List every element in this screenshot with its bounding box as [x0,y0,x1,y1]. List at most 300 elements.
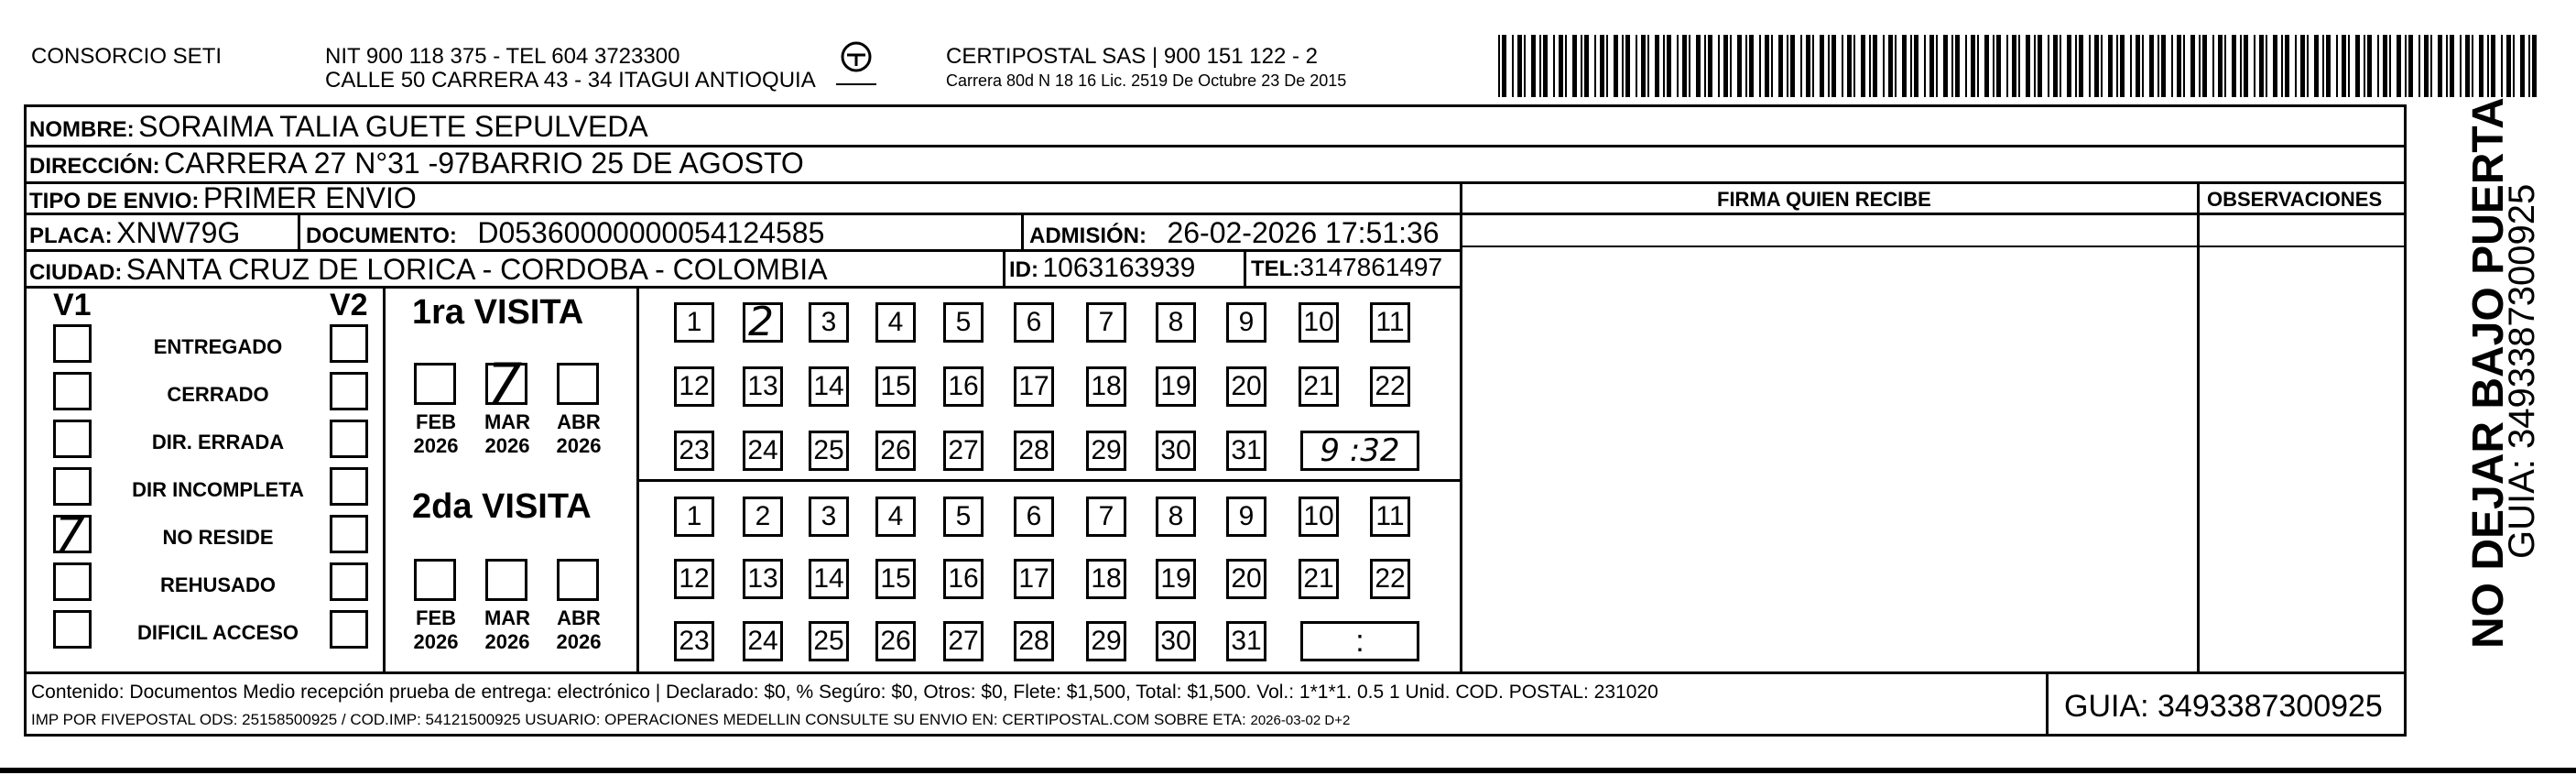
barcode-bar [2199,35,2201,97]
second-visit-day-box[interactable] [943,497,984,537]
barcode-bar [1581,35,1582,97]
day-number: 8 [1168,307,1184,337]
day-number: 13 [747,371,778,401]
barcode-bar [2326,35,2331,97]
footer-contents: Contenido: Documentos Medio recepción prueba de entrega: electrónico | Declarado: $0, % Segúro: $0, Otros: $0, Flete: $1,500, Total: $1,500. Vol.: 1*1*1. 0.5 1 Unid. COD. POSTAL: 231020 [31,682,1658,703]
second-visit-day-box[interactable] [1299,559,1339,599]
barcode-bar [1524,35,1526,97]
day-number: 27 [948,626,979,656]
second-visit-day-box[interactable] [1156,497,1196,537]
second-visit-day-box[interactable] [809,497,849,537]
barcode-bar [2161,35,2166,97]
month-checkbox[interactable] [557,559,599,601]
divider [636,286,639,671]
second-visit-day-box[interactable] [1226,559,1266,599]
barcode-bar [1625,35,1630,97]
first-visit-day-box[interactable] [1156,431,1196,471]
barcode-bar [2336,35,2338,97]
status-option-label: NO RESIDE [162,526,274,549]
barcode-bar [1704,35,1706,97]
second-visit-day-box[interactable] [1226,497,1266,537]
barcode-bar [2142,35,2144,97]
day-number: 15 [880,563,911,594]
nombre-value: SORAIMA TALIA GUETE SEPULVEDA [138,110,648,143]
first-visit-day-box[interactable] [743,431,783,471]
first-visit-day-box[interactable] [875,302,916,343]
barcode-bar [2089,35,2091,97]
barcode-bar [2472,35,2473,97]
day-mark: 2 [748,299,774,345]
placa-value: XNW79G [116,216,241,249]
second-visit-day-box[interactable] [743,559,783,599]
divider [24,671,2407,674]
time-value: : [1355,623,1364,659]
barcode-bar [2314,35,2319,97]
barcode-bar [1993,35,1994,97]
barcode-bar [2259,35,2264,97]
day-number: 6 [1026,307,1042,337]
v1-header: V1 [53,288,92,322]
barcode-bar [1543,35,1548,97]
second-visit-day-box[interactable] [875,559,916,599]
first-visit-day-box[interactable] [875,366,916,407]
first-visit-day-box[interactable] [674,366,714,407]
day-number: 28 [1018,435,1049,465]
second-visit-day-box[interactable] [1226,621,1266,661]
barcode-bar [1955,35,1960,97]
ciudad-value: SANTA CRUZ DE LORICA - CORDOBA - COLOMBIA [125,253,828,286]
barcode-bar [1883,35,1885,97]
barcode-bar [2501,35,2503,97]
barcode-bar [1749,35,1754,97]
tel-row [1251,253,1442,282]
second-visit-day-box[interactable] [1086,559,1126,599]
v2-checkbox[interactable] [330,562,368,601]
day-number: 7 [1098,307,1114,337]
barcode-bar [1984,35,1989,97]
barcode-bar [2307,35,2309,97]
day-number: 1 [686,307,702,337]
second-visit-day-box[interactable] [1086,621,1126,661]
barcode-bar [2348,35,2350,97]
second-visit-time-box[interactable] [1300,621,1419,661]
barcode-bar [2487,35,2489,97]
direccion-label: DIRECCIÓN: [29,154,160,179]
barcode-bar [1718,35,1720,97]
barcode-bar [2006,35,2008,97]
first-visit-time-box[interactable] [1300,431,1419,471]
barcode-bar [1539,35,1541,97]
barcode-bar [1965,35,1967,97]
barcode-bar [2158,35,2159,97]
barcode-bar [1531,35,1536,97]
first-visit-day-box[interactable] [743,366,783,407]
day-number: 5 [955,501,972,531]
v1-checkbox[interactable] [53,562,92,601]
barcode-bar [2224,35,2226,97]
barcode [1498,35,2538,97]
company-name: CONSORCIO SETI [31,44,223,69]
barcode-bar [1929,35,1934,97]
first-visit-day-box[interactable] [1299,366,1339,407]
barcode-bar [1667,35,1671,97]
day-number: 23 [679,626,710,656]
second-visit-day-box[interactable] [875,497,916,537]
day-number: 13 [747,563,778,594]
barcode-bar [1820,35,1824,97]
barcode-bar [2465,35,2470,97]
barcode-bar [2060,35,2061,97]
day-number: 9 [1238,307,1255,337]
first-visit-day-box[interactable] [1086,302,1126,343]
ciudad-row [29,253,828,287]
first-visit-day-box[interactable] [809,366,849,407]
first-visit-day-box[interactable] [943,431,984,471]
barcode-bar [2240,35,2242,97]
first-visit-day-box[interactable] [1226,302,1266,343]
certipostal-logo [829,38,884,93]
nombre-row [29,110,648,144]
second-visit-day-box[interactable] [1370,497,1410,537]
second-visit-day-box[interactable] [943,559,984,599]
id-row [1009,253,1195,284]
v2-checkbox[interactable] [330,467,368,506]
barcode-bar [1778,35,1783,97]
divider [1460,181,1462,673]
day-number: 16 [948,563,979,594]
barcode-bar [1606,35,1608,97]
first-visit-day-box[interactable] [1370,302,1410,343]
first-visit-day-box[interactable] [943,366,984,407]
second-visit-day-box[interactable] [1299,497,1339,537]
barcode-bar [1977,35,1979,97]
barcode-bar [2364,35,2365,97]
month-checkbox[interactable] [485,559,527,601]
barcode-bar [1924,35,1926,97]
day-number: 18 [1091,563,1122,594]
v2-checkbox[interactable] [330,372,368,410]
barcode-bar [2075,35,2077,97]
barcode-bar [1765,35,1769,97]
barcode-bar [2528,35,2530,97]
day-number: 7 [1098,501,1114,531]
status-option-label: REHUSADO [160,573,276,596]
time-value: 9 :32 [1320,432,1400,469]
day-number: 4 [887,307,904,337]
barcode-bar [2053,35,2058,97]
barcode-bar [1943,35,1948,97]
footer-guia: GUIA: 3493387300925 [2064,689,2383,724]
barcode-bar [1708,35,1712,97]
tipo-label: TIPO DE ENVIO: [29,189,200,213]
barcode-bar [2295,35,2297,97]
id-label: ID: [1009,257,1038,282]
barcode-bar [1559,35,1563,97]
first-visit-day-box[interactable] [943,302,984,343]
divider [1021,213,1024,249]
month-label: MAR [484,606,531,629]
day-number: 25 [813,435,844,465]
barcode-bar [1873,35,1877,97]
second-visit-day-box[interactable] [674,559,714,599]
first-visit-day-box[interactable] [1014,431,1054,471]
divider [1462,246,2407,247]
v2-header: V2 [330,288,368,322]
barcode-bar [2094,35,2099,97]
documento-label: DOCUMENTO: [306,224,457,248]
barcode-bar [1641,35,1646,97]
barcode-bar [1498,35,1500,97]
day-number: 31 [1231,626,1262,656]
barcode-bar [2171,35,2173,97]
first-visit-day-box[interactable] [1226,366,1266,407]
first-visit-day-box[interactable] [1086,431,1126,471]
barcode-bar [1696,35,1701,97]
second-visit-day-box[interactable] [743,621,783,661]
barcode-bar [2383,35,2387,97]
barcode-bar [1502,35,1506,97]
day-number: 30 [1160,626,1191,656]
barcode-bar [2389,35,2391,97]
barcode-bar [1636,35,1637,97]
barcode-bar [1895,35,1897,97]
divider [636,479,1462,482]
barcode-bar [1600,35,1604,97]
barcode-bar [1902,35,1907,97]
status-option-label: CERRADO [167,383,269,406]
v2-checkbox[interactable] [330,420,368,458]
day-number: 20 [1231,371,1262,401]
barcode-bar [2048,35,2049,97]
second-visit-day-box[interactable] [1014,621,1054,661]
day-number: 29 [1091,435,1122,465]
documento-value: D05360000000054124585 [477,216,825,249]
barcode-bar [1565,35,1567,97]
barcode-bar [2438,35,2442,97]
v2-checkbox[interactable] [330,515,368,553]
divider [383,286,386,671]
observaciones-label: OBSERVACIONES [2207,188,2383,211]
second-visit-day-box[interactable] [809,559,849,599]
barcode-bar [2408,35,2413,97]
second-visit-day-box[interactable] [809,621,849,661]
divider [2197,181,2200,673]
day-number: 17 [1018,371,1049,401]
first-visit-day-box[interactable] [674,302,714,343]
direccion-value: CARRERA 27 N°31 -97BARRIO 25 DE AGOSTO [164,147,804,180]
first-visit-day-box[interactable] [1086,366,1126,407]
day-number: 23 [679,435,710,465]
month-checkbox[interactable] [414,559,456,601]
day-number: 1 [686,501,702,531]
second-visit-day-box[interactable] [1156,559,1196,599]
barcode-bar [1842,35,1843,97]
second-visit-day-box[interactable] [1156,621,1196,661]
second-visit-day-box[interactable] [1086,497,1126,537]
barcode-bar [1553,35,1555,97]
month-mark: 7 [487,352,523,416]
status-option-label: ENTREGADO [153,335,283,358]
second-visit-title: 2da VISITA [412,487,592,526]
year-label: 2026 [413,434,459,457]
v1-checkbox[interactable] [53,420,92,458]
v1-checkbox[interactable] [53,324,92,363]
day-number: 20 [1231,563,1262,594]
day-number: 11 [1375,501,1405,531]
firma-label: FIRMA QUIEN RECIBE [1717,188,1931,211]
barcode-bar [1622,35,1624,97]
admision-row [1029,216,1440,250]
barcode-bar [1812,35,1814,97]
v1-checkbox[interactable] [53,610,92,649]
day-number: 31 [1231,435,1262,465]
second-visit-day-box[interactable] [1370,559,1410,599]
barcode-bar [1737,35,1742,97]
second-visit-day-box[interactable] [743,497,783,537]
barcode-bar [1936,35,1938,97]
barcode-bar [2136,35,2140,97]
barcode-bar [1888,35,1893,97]
barcode-bar [2367,35,2372,97]
day-number: 8 [1168,501,1184,531]
day-number: 19 [1160,371,1191,401]
second-visit-day-box[interactable] [1014,497,1054,537]
barcode-bar [1853,35,1855,97]
day-number: 30 [1160,435,1191,465]
barcode-bar [2183,35,2185,97]
second-visit-day-box[interactable] [1014,559,1054,599]
first-visit-day-box[interactable] [674,431,714,471]
barcode-bar [1677,35,1679,97]
first-visit-day-box[interactable] [809,302,849,343]
day-number: 17 [1018,563,1049,594]
barcode-bar [1647,35,1649,97]
v1-checkbox[interactable] [53,372,92,410]
barcode-bar [2405,35,2407,97]
day-number: 9 [1238,501,1255,531]
tel-value: 3147861497 [1299,253,1443,281]
barcode-bar [2079,35,2083,97]
status-option-label: DIR. ERRADA [151,431,285,453]
v1-check-mark: 7 [55,508,86,562]
barcode-bar [1663,35,1665,97]
v2-checkbox[interactable] [330,324,368,363]
direccion-row [29,147,804,180]
v2-checkbox[interactable] [330,610,368,649]
barcode-bar [2190,35,2195,97]
barcode-bar [2101,35,2103,97]
first-visit-day-box[interactable] [875,431,916,471]
divider [2046,671,2049,737]
first-visit-title: 1ra VISITA [412,293,584,332]
first-visit-day-box[interactable] [1156,366,1196,407]
month-label: MAR [484,410,531,433]
barcode-bar [1572,35,1577,97]
day-number: 3 [821,501,837,531]
month-label: ABR [557,606,601,629]
id-value: 1063163939 [1042,253,1196,283]
first-visit-day-box[interactable] [1014,302,1054,343]
day-number: 4 [887,501,904,531]
barcode-bar [2218,35,2223,97]
barcode-bar [2450,35,2454,97]
barcode-bar [1869,35,1871,97]
first-visit-day-box[interactable] [1014,366,1054,407]
day-number: 15 [880,371,911,401]
day-number: 22 [1375,563,1406,594]
company-address: CALLE 50 CARRERA 43 - 34 ITAGUI ANTIOQUIA [325,68,816,93]
barcode-bar [1800,35,1802,97]
first-visit-day-box[interactable] [1299,302,1339,343]
second-visit-day-box[interactable] [674,497,714,537]
barcode-bar [2446,35,2448,97]
barcode-bar [2254,35,2255,97]
barcode-bar [2424,35,2429,97]
day-number: 14 [813,563,844,594]
barcode-bar [2520,35,2525,97]
barcode-bar [2108,35,2113,97]
first-visit-day-box[interactable] [1156,302,1196,343]
v1-checkbox[interactable] [53,467,92,506]
first-visit-day-box[interactable] [809,431,849,471]
certipostal-logo-icon [829,38,884,93]
barcode-bar [1914,35,1918,97]
day-number: 16 [948,371,979,401]
year-label: 2026 [413,630,459,653]
side-warning: NO DEJAR BAJO PUERTA [2464,97,2513,649]
second-visit-day-box[interactable] [875,621,916,661]
barcode-bar [1594,35,1596,97]
day-number: 14 [813,371,844,401]
first-visit-day-box[interactable] [1370,366,1410,407]
nit-tel: NIT 900 118 375 - TEL 604 3723300 [325,44,680,69]
footer-print-text: IMP POR FIVEPOSTAL ODS: 25158500925 / COD.IMP: 54121500925 USUARIO: OPERACIONES MEDELLIN CONSULTE SU ENVIO EN: CERTIPOSTAL.COM SOBRE ETA: [31,711,1246,728]
day-number: 21 [1303,563,1334,594]
day-number: 12 [679,371,710,401]
barcode-bar [2116,35,2118,97]
day-number: 6 [1026,501,1042,531]
year-label: 2026 [484,434,530,457]
barcode-bar [2149,35,2154,97]
year-label: 2026 [484,630,530,653]
barcode-bar [2300,35,2305,97]
barcode-bar [2506,35,2511,97]
barcode-bar [2026,35,2030,97]
barcode-bar [1806,35,1810,97]
barcode-bar [1910,35,1912,97]
day-number: 28 [1018,626,1049,656]
second-visit-day-box[interactable] [674,621,714,661]
tipo-value: PRIMER ENVIO [202,181,417,214]
day-number: 25 [813,626,844,656]
barcode-bar [2281,35,2283,97]
barcode-bar [1790,35,1795,97]
barcode-bar [1517,35,1522,97]
barcode-bar [1730,35,1732,97]
year-label: 2026 [556,434,602,457]
documento-row [306,216,824,250]
month-checkbox[interactable] [557,363,599,405]
footer-print-info [31,711,1350,729]
day-number: 26 [880,626,911,656]
barcode-bar [2232,35,2236,97]
year-label: 2026 [556,630,602,653]
barcode-bar [1584,35,1589,97]
month-checkbox[interactable] [414,363,456,405]
certipostal-nit: CERTIPOSTAL SAS | 900 151 122 - 2 [946,44,1318,69]
second-visit-day-box[interactable] [943,621,984,661]
first-visit-day-box[interactable] [1226,431,1266,471]
